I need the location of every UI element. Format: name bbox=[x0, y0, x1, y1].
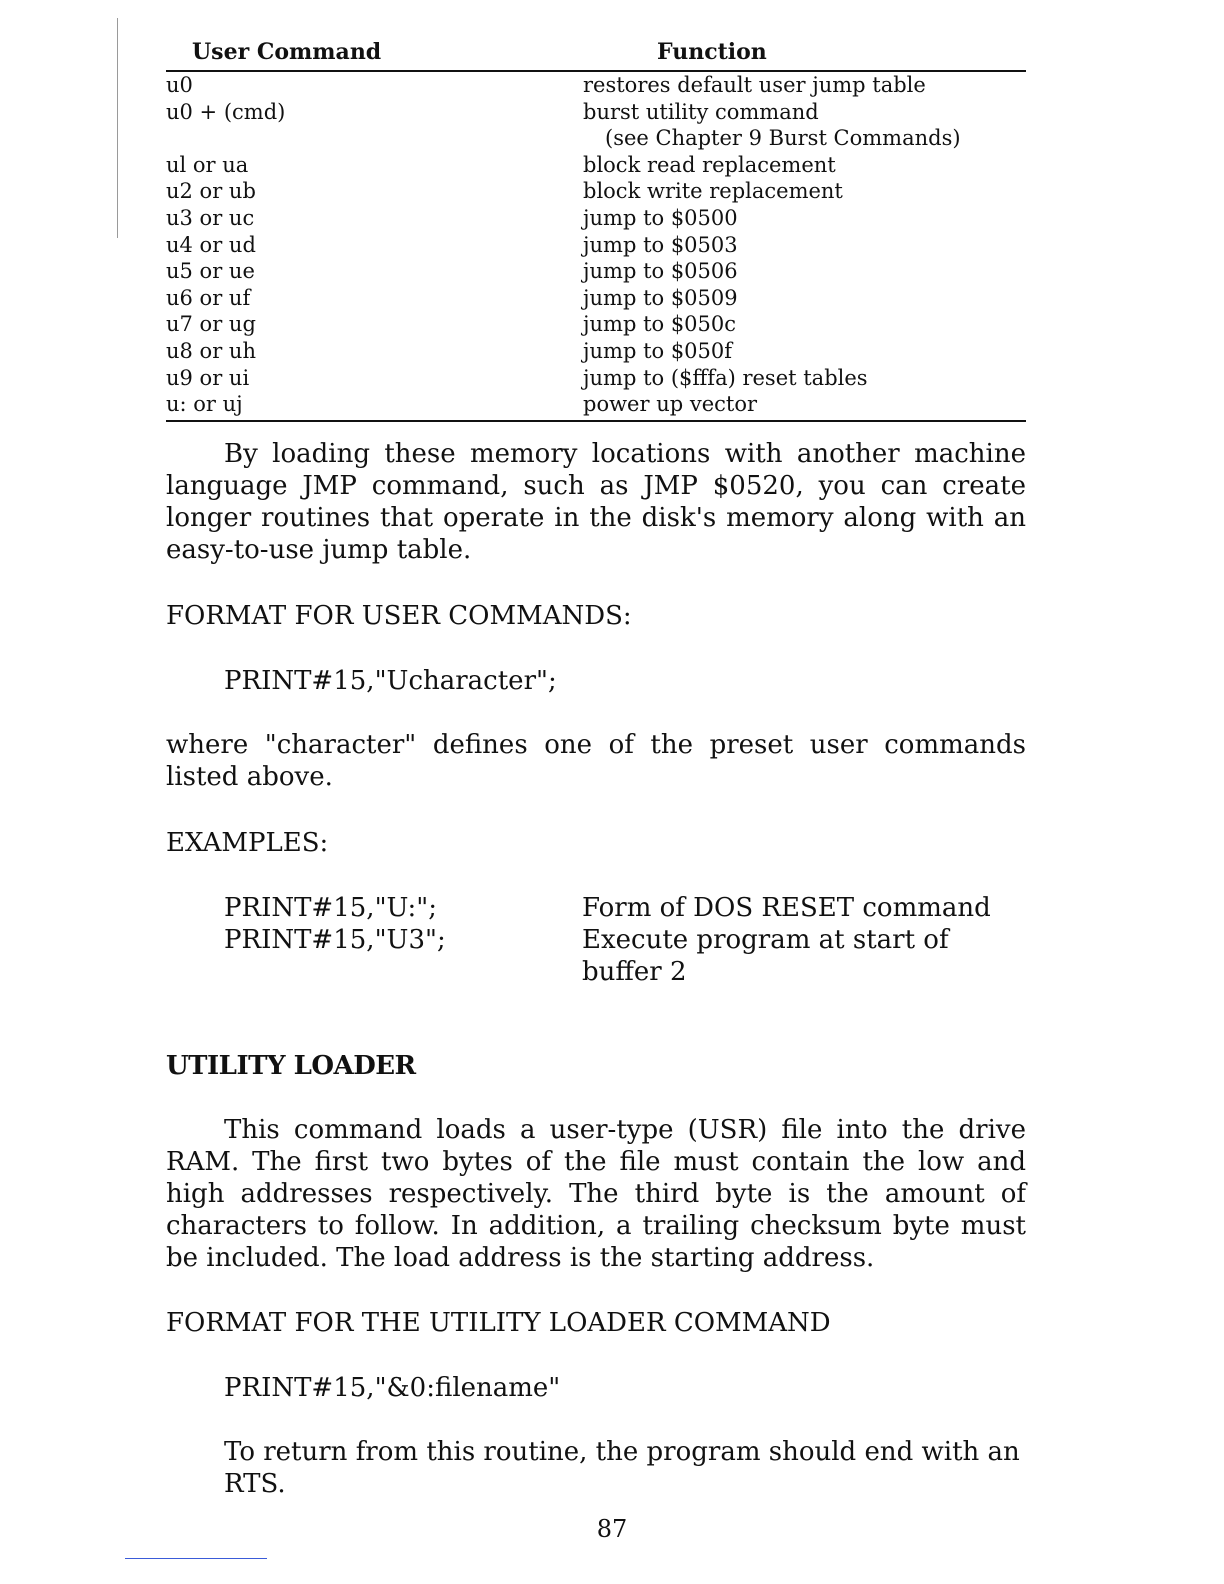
command-cell: u9 or ui bbox=[166, 365, 250, 390]
format-utility-heading: FORMAT FOR THE UTILITY LOADER COMMAND bbox=[166, 1307, 831, 1338]
command-cell: u4 or ud bbox=[166, 232, 256, 257]
table-row bbox=[166, 99, 1026, 126]
command-cell: u8 or uh bbox=[166, 338, 256, 363]
example-row bbox=[166, 924, 1026, 988]
function-cell: jump to $0509 bbox=[583, 285, 738, 310]
function-cell: power up vector bbox=[583, 392, 758, 417]
utility-loader-paragraph: This command loads a user-type (USR) file into the drive RAM. The first two bytes of the file must contain the low and high addresses respectively. The third byte is the amount of characters to follow. In addition, a trailing checksum byte must be included. The load address is the starting address. bbox=[166, 1114, 1026, 1273]
function-cell: block write replacement bbox=[583, 179, 843, 204]
command-cell: u7 or ug bbox=[166, 312, 256, 337]
command-cell: u6 or uf bbox=[166, 285, 251, 310]
example-description: Form of DOS RESET command bbox=[582, 892, 991, 923]
table-row bbox=[166, 311, 1026, 338]
header-user-command: User Command bbox=[192, 39, 382, 65]
examples-heading: EXAMPLES: bbox=[166, 827, 329, 858]
user-command-table bbox=[166, 34, 1026, 422]
margin-line bbox=[117, 18, 118, 238]
command-cell: u5 or ue bbox=[166, 259, 255, 284]
function-cell: restores default user jump table bbox=[583, 73, 926, 97]
example-code: PRINT#15,"U:"; bbox=[224, 892, 437, 923]
example-description: Execute program at start of buffer 2 bbox=[582, 924, 949, 987]
function-cell: jump to $050f bbox=[583, 338, 733, 363]
header-function: Function bbox=[657, 39, 767, 65]
table-row bbox=[166, 125, 1026, 152]
function-cell: jump to $0500 bbox=[583, 205, 738, 230]
command-cell bbox=[166, 125, 583, 152]
table-row bbox=[166, 178, 1026, 205]
user-command-syntax: PRINT#15,"Ucharacter"; bbox=[224, 665, 557, 696]
where-paragraph: where "character" defines one of the preset user commands listed above. bbox=[166, 729, 1026, 792]
page-number: 87 bbox=[596, 1515, 628, 1543]
page-content bbox=[166, 34, 1026, 1500]
format-user-commands-heading: FORMAT FOR USER COMMANDS: bbox=[166, 600, 632, 631]
return-instruction: To return from this routine, the program should end with an RTS. bbox=[224, 1436, 1020, 1499]
function-cell: block read replacement bbox=[583, 152, 836, 177]
bottom-link-underline bbox=[125, 1558, 267, 1559]
table-row bbox=[166, 232, 1026, 259]
function-cell: jump to $0506 bbox=[583, 259, 738, 284]
table-bottom-rule bbox=[166, 420, 1026, 422]
table-row bbox=[166, 338, 1026, 365]
table-row bbox=[166, 391, 1026, 418]
function-cell: burst utility command bbox=[583, 99, 819, 124]
command-cell: u0 + (cmd) bbox=[166, 99, 286, 124]
utility-loader-syntax: PRINT#15,"&0:filename" bbox=[224, 1372, 561, 1403]
function-cell: jump to $050c bbox=[583, 312, 737, 337]
function-cell: jump to ($fffa) reset tables bbox=[583, 365, 868, 390]
command-cell: u: or uj bbox=[166, 392, 243, 417]
table-row bbox=[166, 72, 1026, 99]
table-header bbox=[166, 34, 1026, 72]
function-cell: jump to $0503 bbox=[583, 232, 738, 257]
command-cell: u3 or uc bbox=[166, 205, 255, 230]
command-cell: u2 or ub bbox=[166, 179, 256, 204]
example-row bbox=[166, 892, 1026, 924]
table-row bbox=[166, 285, 1026, 312]
command-cell: u0 bbox=[166, 73, 193, 97]
table-row bbox=[166, 258, 1026, 285]
table-row bbox=[166, 365, 1026, 392]
table-row bbox=[166, 205, 1026, 232]
example-code: PRINT#15,"U3"; bbox=[224, 924, 446, 955]
jmp-paragraph: By loading these memory locations with another machine language JMP command, such as JMP $0520, you can create longer routines that operate in the disk's memory along with an easy-to-use jump table. bbox=[166, 438, 1026, 565]
examples-list bbox=[166, 892, 1026, 988]
utility-loader-title: UTILITY LOADER bbox=[166, 1050, 416, 1081]
function-cell: (see Chapter 9 Burst Commands) bbox=[605, 126, 961, 151]
table-row bbox=[166, 152, 1026, 179]
command-cell: ul or ua bbox=[166, 152, 249, 177]
